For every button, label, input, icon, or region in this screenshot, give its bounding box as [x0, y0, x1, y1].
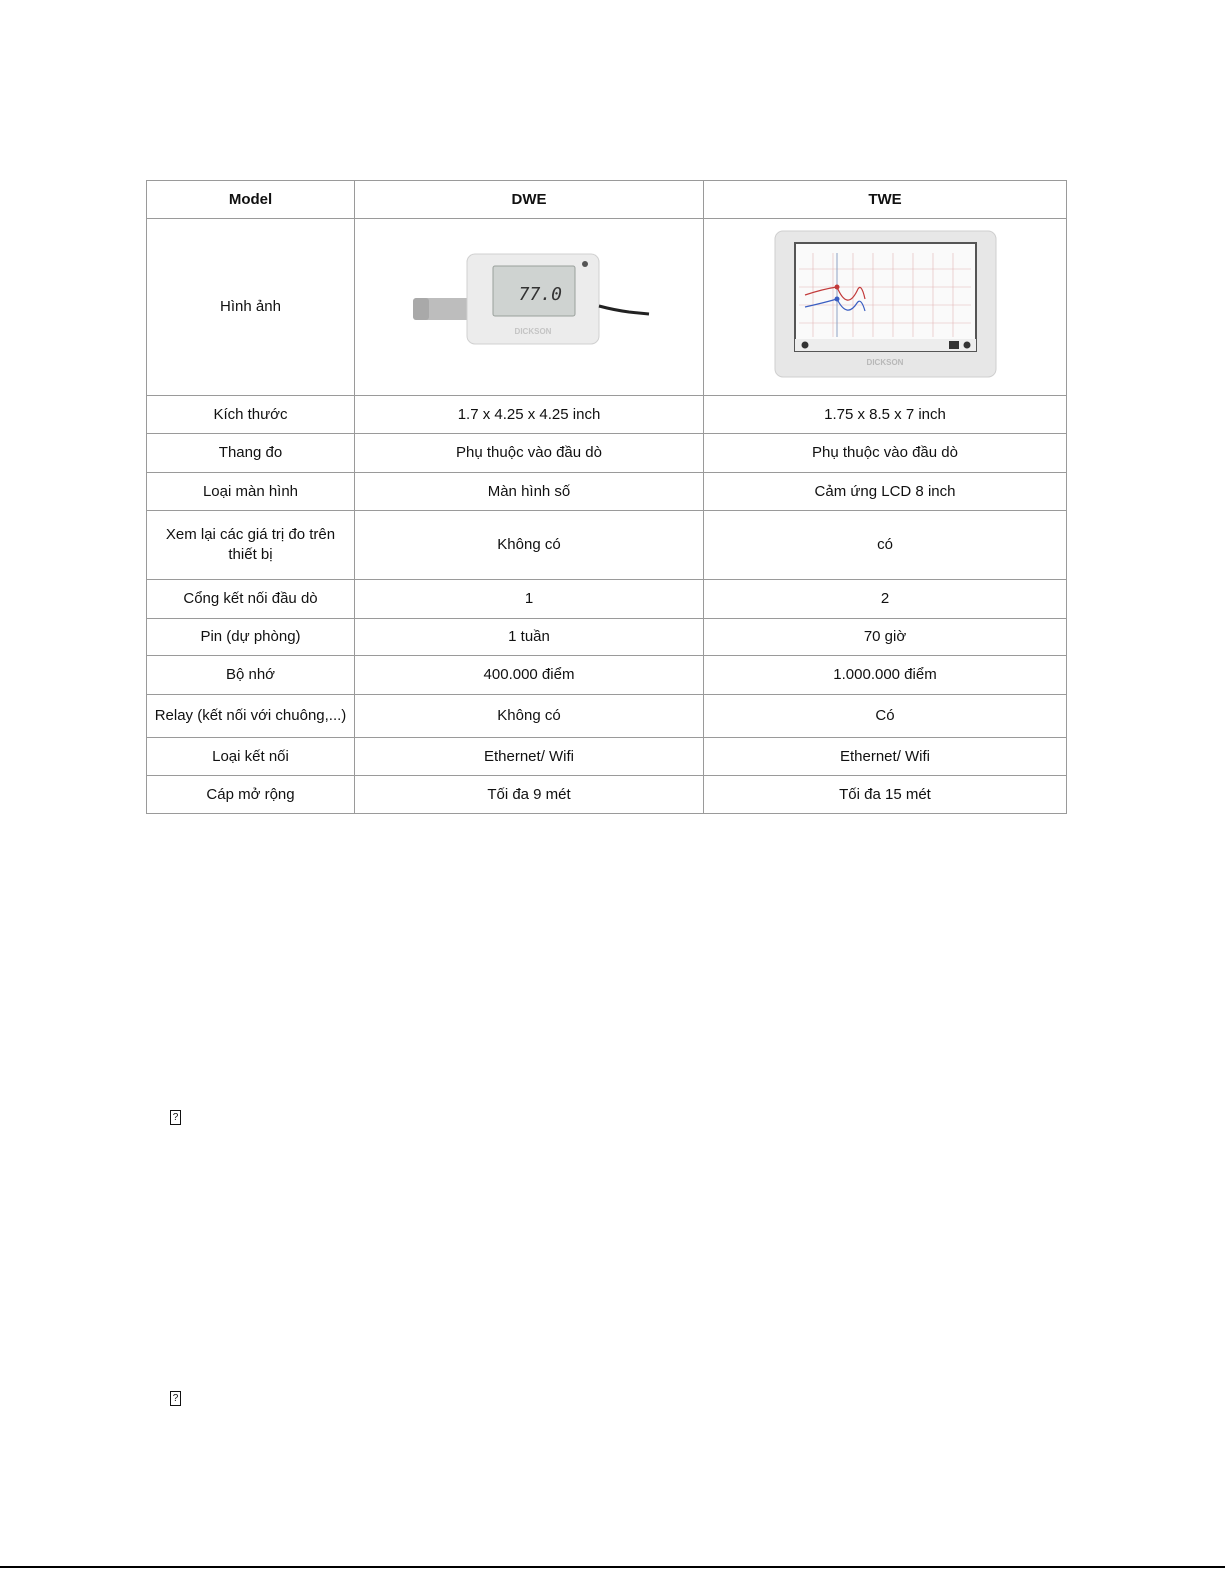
dwe-value: 1	[355, 580, 704, 619]
row-label: Thang đo	[147, 434, 355, 473]
row-label: Xem lại các giá trị đo trên thiết bị	[147, 511, 355, 580]
twe-value: Cảm ứng LCD 8 inch	[704, 473, 1067, 511]
twe-value: 1.000.000 điểm	[704, 656, 1067, 695]
dwe-value: 1.7 x 4.25 x 4.25 inch	[355, 396, 704, 434]
dwe-value: Tối đa 9 mét	[355, 776, 704, 814]
twe-image-cell	[704, 219, 1067, 396]
dwe-image-cell	[355, 219, 704, 396]
dwe-value: Ethernet/ Wifi	[355, 738, 704, 776]
row-label: Hình ảnh	[147, 219, 355, 396]
row-label: Kích thước	[147, 396, 355, 434]
header-model: Model	[147, 181, 355, 219]
twe-value: Tối đa 15 mét	[704, 776, 1067, 814]
spec-comparison-table	[146, 180, 1067, 814]
twe-value: Ethernet/ Wifi	[704, 738, 1067, 776]
table-row	[147, 776, 1067, 814]
twe-device-image	[773, 229, 998, 379]
dwe-device-image	[399, 244, 659, 364]
dwe-value: Không có	[355, 511, 704, 580]
dwe-value: Không có	[355, 695, 704, 738]
svg-text:77.0: 77.0	[518, 284, 562, 305]
row-label: Relay (kết nối với chuông,...)	[147, 695, 355, 738]
twe-value: 1.75 x 8.5 x 7 inch	[704, 396, 1067, 434]
dwe-value: 1 tuần	[355, 619, 704, 656]
twe-value: 2	[704, 580, 1067, 619]
twe-value: 70 giờ	[704, 619, 1067, 656]
table-row	[147, 434, 1067, 473]
row-label: Cổng kết nối đầu dò	[147, 580, 355, 619]
table-header-row	[147, 181, 1067, 219]
twe-value: Phụ thuộc vào đầu dò	[704, 434, 1067, 473]
dwe-value: 400.000 điểm	[355, 656, 704, 695]
row-label: Cáp mở rộng	[147, 776, 355, 814]
image-row	[147, 219, 1067, 396]
table-row	[147, 656, 1067, 695]
twe-value: Có	[704, 695, 1067, 738]
row-label: Loại kết nối	[147, 738, 355, 776]
header-dwe: DWE	[355, 181, 704, 219]
missing-glyph-box: ?	[170, 1110, 181, 1125]
missing-glyph-box: ?	[170, 1391, 181, 1406]
row-label: Loại màn hình	[147, 473, 355, 511]
dwe-value: Màn hình số	[355, 473, 704, 511]
table-row	[147, 396, 1067, 434]
svg-text:DICKSON: DICKSON	[514, 327, 552, 336]
svg-text:DICKSON: DICKSON	[866, 358, 903, 367]
table-row	[147, 580, 1067, 619]
table-row	[147, 619, 1067, 656]
table-row	[147, 695, 1067, 738]
twe-value: có	[704, 511, 1067, 580]
row-label: Bộ nhớ	[147, 656, 355, 695]
row-label: Pin (dự phòng)	[147, 619, 355, 656]
table-row	[147, 473, 1067, 511]
dwe-value: Phụ thuộc vào đầu dò	[355, 434, 704, 473]
page-bottom-rule	[0, 1566, 1225, 1568]
table-row	[147, 511, 1067, 580]
table-row	[147, 738, 1067, 776]
header-twe: TWE	[704, 181, 1067, 219]
